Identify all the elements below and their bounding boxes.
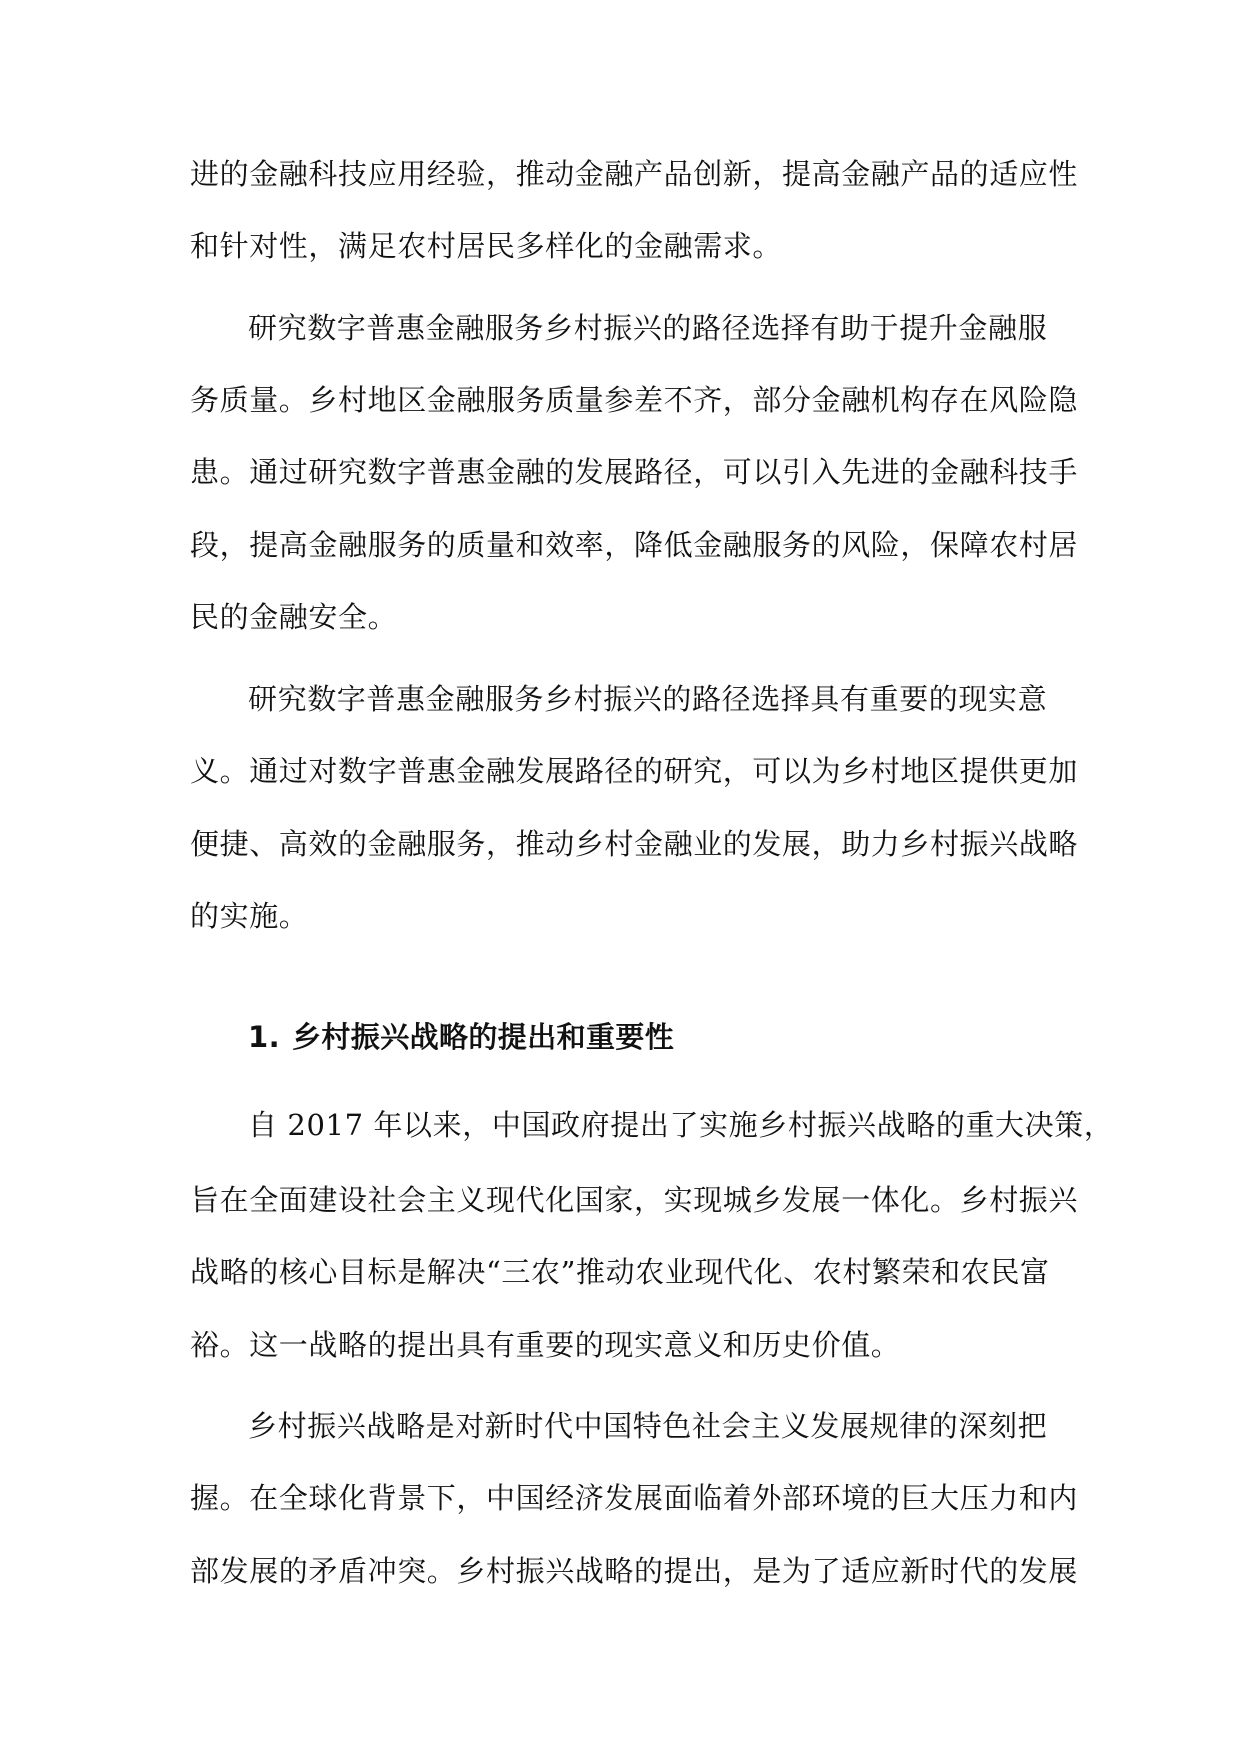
paragraph-line: 研究数字普惠金融服务乡村振兴的路径选择有助于提升金融服 [248,311,1048,345]
paragraph-line: 旨在全面建设社会主义现代化国家，实现城乡发展一体化。乡村振兴 [190,1183,1079,1217]
section-number: 1. [248,1020,280,1054]
paragraph-line: 民的金融安全。 [190,600,398,634]
paragraph-line: 乡村振兴战略是对新时代中国特色社会主义发展规律的深刻把 [248,1409,1048,1443]
paragraph-line: 握。在全球化背景下，中国经济发展面临着外部环境的巨大压力和内 [190,1481,1079,1515]
paragraph-line: 裕。这一战略的提出具有重要的现实意义和历史价值。 [190,1328,901,1362]
paragraph-line: 和针对性，满足农村居民多样化的金融需求。 [190,229,783,263]
paragraph-line: 部发展的矛盾冲突。乡村振兴战略的提出，是为了适应新时代的发展 [190,1554,1079,1588]
paragraph-line: 患。通过研究数字普惠金融的发展路径，可以引入先进的金融科技手 [190,455,1079,489]
paragraph-line: 战略的核心目标是解决“三农”推动农业现代化、农村繁荣和农民富 [190,1255,1050,1289]
paragraph-line: 义。通过对数字普惠金融发展路径的研究，可以为乡村地区提供更加 [190,754,1079,788]
paragraph-line: 务质量。乡村地区金融服务质量参差不齐，部分金融机构存在风险隐 [190,383,1079,417]
paragraph-line: 研究数字普惠金融服务乡村振兴的路径选择具有重要的现实意 [248,682,1048,716]
paragraph-line: 段，提高金融服务的质量和效率，降低金融服务的风险，保障农村居 [190,528,1079,562]
paragraph-line: 的实施。 [190,899,309,933]
section-title: 乡村振兴战略的提出和重要性 [292,1020,675,1054]
paragraph-line: 进的金融科技应用经验，推动金融产品创新，提高金融产品的适应性 [190,157,1079,191]
section-heading [248,1017,674,1057]
paragraph-line: 便捷、高效的金融服务，推动乡村金融业的发展，助力乡村振兴战略 [190,827,1079,861]
paragraph-line: 自 2017 年以来，中国政府提出了实施乡村振兴战略的重大决策， [248,1108,1114,1142]
